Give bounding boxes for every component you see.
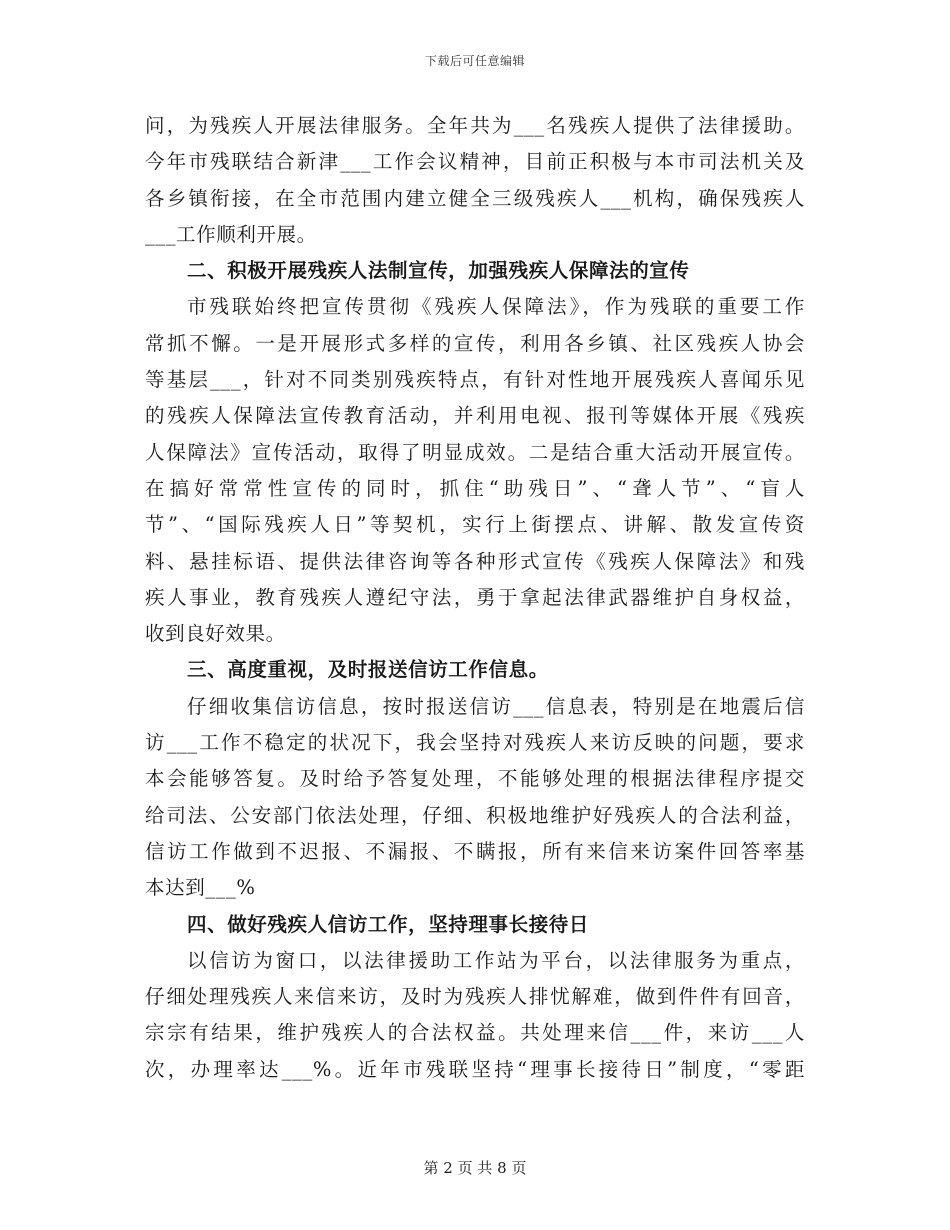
text-line: 节”、“国际残疾人日”等契机，实行上街摆点、讲解、散发宣传资 <box>145 513 805 537</box>
text-line: 仔细处理残疾人来信来访，及时为残疾人排忧解难，做到件件有回音， <box>145 985 805 1009</box>
text-line: 仔细收集信访信息，按时报送信访___信息表，特别是在地震后信 <box>187 694 805 718</box>
page-header: 下载后可任意编辑 <box>424 54 525 68</box>
text-line: 今年市残联结合新津___工作会议精神，目前正积极与本市司法机关及 <box>145 150 805 174</box>
text-line: 市残联始终把宣传贯彻《残疾人保障法》，作为残联的重要工作 <box>187 295 805 319</box>
text-line: 各乡镇衔接，在全市范围内建立健全三级残疾人___机构，确保残疾人 <box>145 186 805 210</box>
text-line: 给司法、公安部门依法处理，仔细、积极地维护好残疾人的合法利益， <box>145 803 805 827</box>
section-heading: 四、做好残疾人信访工作，坚持理事长接待日 <box>187 912 590 936</box>
text-line: 收到良好效果。 <box>145 622 286 646</box>
text-line: 次，办理率达___%。近年市残联坚持“理事长接待日”制度，“零距 <box>145 1057 805 1081</box>
text-line: 等基层___，针对不同类别残疾特点，有针对性地开展残疾人喜闻乐见 <box>145 368 805 392</box>
document-body <box>145 108 805 1088</box>
text-line: 本会能够答复。及时给予答复处理，不能够处理的根据法律程序提交 <box>145 767 805 791</box>
section-heading: 二、积极开展残疾人法制宣传，加强残疾人保障法的宣传 <box>187 259 690 283</box>
text-line: 以信访为窗口，以法律援助工作站为平台，以法律服务为重点， <box>187 948 805 972</box>
text-line: 问，为残疾人开展法律服务。全年共为___名残疾人提供了法律援助。 <box>145 114 805 137</box>
page-number: 第 2 页 共 8 页 <box>423 1159 527 1177</box>
section-heading: 三、高度重视，及时报送信访工作信息。 <box>187 658 549 682</box>
text-line: 的残疾人保障法宣传教育活动，并利用电视、报刊等媒体开展《残疾 <box>145 404 805 428</box>
text-line: 访___工作不稳定的状况下，我会坚持对残疾人来访反映的问题，要求 <box>145 731 805 755</box>
text-line: 本达到___% <box>145 876 256 900</box>
text-line: 信访工作做到不迟报、不漏报、不瞒报，所有来信来访案件回答率基 <box>145 839 805 863</box>
text-line: ___工作顺利开展。 <box>145 222 317 246</box>
text-line: 常抓不懈。一是开展形式多样的宣传，利用各乡镇、社区残疾人协会 <box>145 331 805 355</box>
text-line: 人保障法》宣传活动，取得了明显成效。二是结合重大活动开展宣传。 <box>145 440 805 464</box>
text-line: 料、悬挂标语、提供法律咨询等各种形式宣传《残疾人保障法》和残 <box>145 549 805 573</box>
text-line: 疾人事业，教育残疾人遵纪守法，勇于拿起法律武器维护自身权益， <box>145 585 805 609</box>
text-line: 宗宗有结果，维护残疾人的合法权益。共处理来信___件，来访___人 <box>145 1021 805 1045</box>
text-line: 在搞好常常性宣传的同时，抓住“助残日”、“聋人节”、“盲人 <box>145 476 805 500</box>
